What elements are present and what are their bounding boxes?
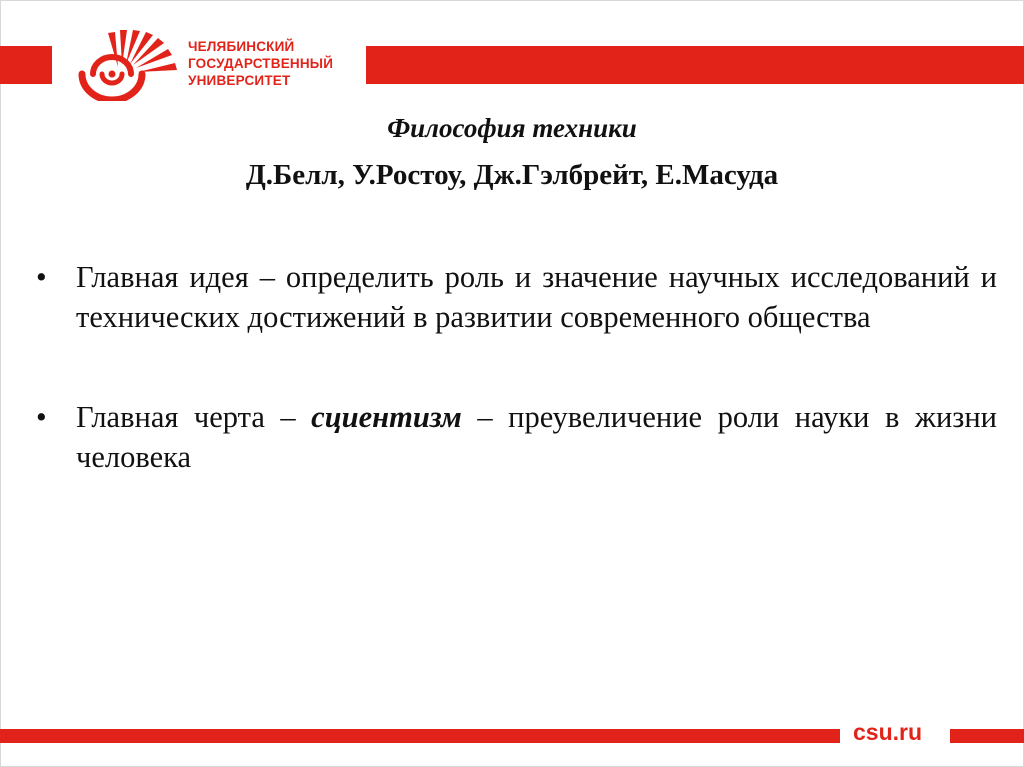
- bullet-term: сциентизм: [311, 400, 462, 434]
- footer-bar-right: [950, 729, 1024, 743]
- bullet-icon: •: [36, 260, 47, 294]
- bullet-icon: •: [36, 400, 47, 434]
- university-name-line-2: ГОСУДАРСТВЕННЫЙ: [188, 56, 334, 71]
- bullet-text-after: – преувеличение роли науки в жизни человека: [76, 400, 997, 474]
- header-bar-right: [366, 46, 1024, 84]
- bullet-text-before: Главная черта –: [76, 400, 312, 434]
- slide-title: Философия техники: [387, 113, 637, 143]
- university-name-line-1: ЧЕЛЯБИНСКИЙ: [188, 39, 295, 54]
- university-name: [188, 38, 333, 89]
- university-logo-icon: [78, 27, 182, 101]
- list-item: [32, 257, 997, 337]
- list-item: [32, 397, 997, 477]
- site-link[interactable]: csu.ru: [853, 719, 923, 745]
- footer-bar-left: [0, 729, 840, 743]
- bullet-text: Главная идея – определить роль и значение научных исследований и технических достижений в развитии современного общества: [76, 260, 997, 334]
- slide-subtitle: Д.Белл, У.Ростоу, Дж.Гэлбрейт, Е.Масуда: [245, 159, 779, 191]
- university-name-line-3: УНИВЕРСИТЕТ: [188, 73, 291, 88]
- bullet-list: [32, 257, 997, 477]
- header-bar-left: [0, 46, 52, 84]
